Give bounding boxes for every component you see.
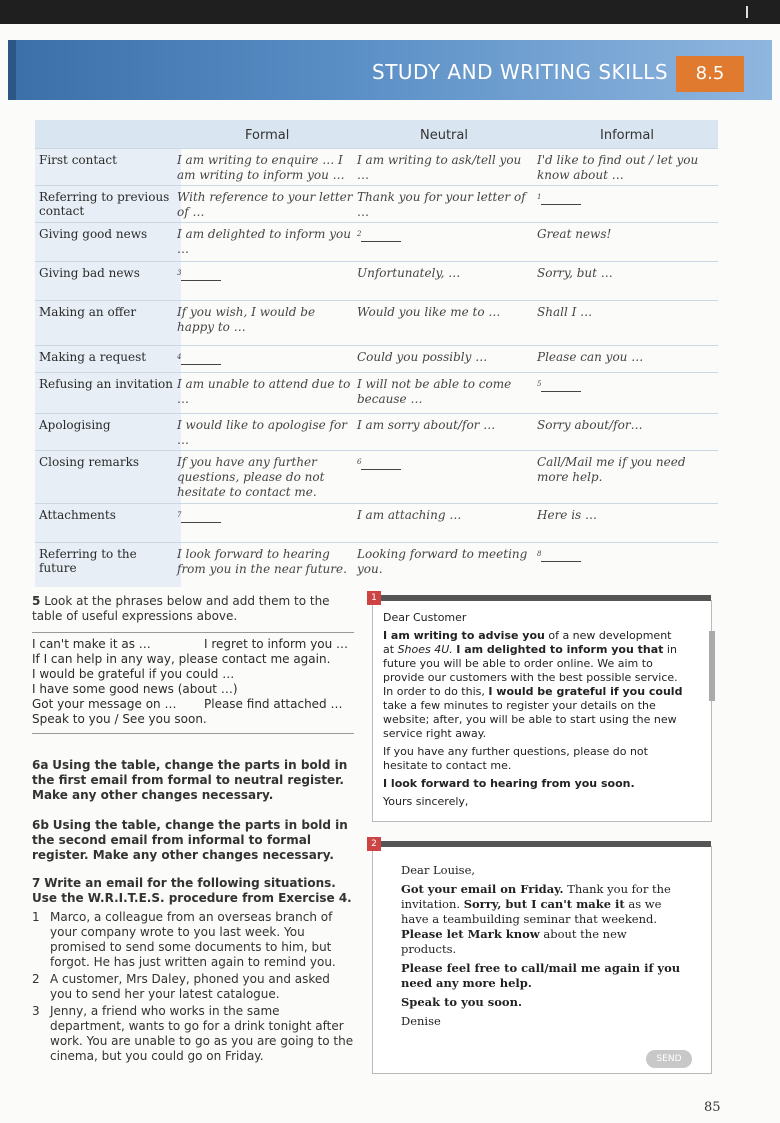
- section-number: 8.5: [676, 56, 744, 92]
- email-2-greeting: Dear Louise,: [401, 863, 476, 877]
- row-label: Giving good news: [35, 223, 181, 261]
- email-1-scrollbar[interactable]: [709, 631, 715, 701]
- row-formal: If you wish, I would be happy to …: [177, 305, 316, 334]
- exercise-6a: [32, 758, 354, 803]
- table-row: [35, 148, 718, 185]
- exercise-7: [32, 876, 354, 1066]
- exercise-5: [32, 594, 354, 624]
- email-2-signoff: Denise: [401, 1014, 441, 1028]
- email-1: [371, 593, 712, 822]
- exercise-6b: [32, 818, 354, 863]
- table-row: [35, 222, 718, 261]
- row-informal: Sorry, but …: [537, 266, 613, 280]
- email-1-number: 1: [367, 591, 381, 605]
- table-row: [35, 300, 718, 345]
- ex6b-number: 6b: [32, 818, 49, 832]
- row-informal: 1: [537, 190, 715, 205]
- col-formal: Formal: [245, 128, 290, 143]
- phrase-line: If I can help in any way, please contact me again.: [32, 652, 331, 666]
- row-informal: 8: [537, 547, 715, 562]
- phrase-box: [32, 632, 354, 734]
- expressions-table: [35, 120, 718, 587]
- row-neutral: 6: [357, 455, 535, 470]
- row-informal: I'd like to find out / let you know about …: [537, 153, 699, 182]
- row-formal: I would like to apologise for …: [177, 418, 347, 447]
- row-label: Apologising: [35, 414, 181, 450]
- email-1-paragraph-2: If you have any further questions, please do not hesitate to contact me.: [383, 745, 648, 772]
- col-neutral: Neutral: [420, 128, 468, 143]
- row-neutral: Looking forward to meeting you.: [357, 547, 528, 576]
- row-formal: I am writing to enquire … I am writing to inform you …: [177, 153, 345, 182]
- row-informal: 5: [537, 377, 715, 392]
- row-formal: I am unable to attend due to …: [177, 377, 351, 406]
- email-1-paragraph-3: I look forward to hearing from you soon.: [383, 777, 635, 790]
- phrase-line: I have some good news (about …): [32, 682, 238, 696]
- row-formal: 7: [177, 508, 355, 523]
- row-informal: Call/Mail me if you need more help.: [537, 455, 686, 484]
- row-neutral: I am attaching …: [357, 508, 462, 522]
- row-informal: Shall I …: [537, 305, 593, 319]
- header-left-accent: [8, 40, 16, 100]
- table-row: [35, 542, 718, 587]
- phrase-line: Speak to you / See you soon.: [32, 712, 207, 726]
- row-formal: I look forward to hearing from you in the near future.: [177, 547, 347, 576]
- table-row: [35, 450, 718, 503]
- row-neutral: I am writing to ask/tell you …: [357, 153, 522, 182]
- row-label: Referring to previous contact: [35, 186, 181, 222]
- table-row: [35, 503, 718, 542]
- phrase-line: I would be grateful if you could …: [32, 667, 235, 681]
- row-informal: Here is …: [537, 508, 598, 522]
- row-neutral: 2: [357, 227, 535, 242]
- row-formal: 4: [177, 350, 355, 365]
- table-row: [35, 413, 718, 450]
- ex7-number: 7: [32, 876, 41, 890]
- ex5-number: 5: [32, 594, 41, 608]
- row-formal: If you have any further questions, please do not hesitate to contact me.: [177, 455, 325, 499]
- table-header: [35, 120, 718, 148]
- row-neutral: Could you possibly …: [357, 350, 488, 364]
- row-neutral: I am sorry about/for …: [357, 418, 496, 432]
- top-bar: [0, 0, 780, 24]
- row-formal: With reference to your letter of …: [177, 190, 353, 219]
- ex7-text: Write an email for the following situations. Use the W.R.I.T.E.S. procedure from Exercise 4.: [32, 876, 352, 905]
- email-2-paragraph-2: Please feel free to call/mail me again if you need any more help.: [401, 961, 681, 990]
- ex5-instruction: Look at the phrases below and add them to the table of useful expressions above.: [32, 594, 330, 623]
- email-2-paragraph-1: Got your email on Friday. Thank you for the invitation. Sorry, but I can't make it as we have a teambuilding seminar that weekend. Please let Mark know about the new products.: [401, 882, 671, 956]
- email-2-topbar: [373, 841, 711, 847]
- row-label: First contact: [35, 149, 181, 185]
- ex7-item: 1 Marco, a colleague from an overseas branch of your company wrote to you last week. You promised to send some documents to him, but forgot. He has just written again to remind you.: [32, 910, 336, 969]
- email-1-signoff: Yours sincerely,: [383, 795, 469, 808]
- email-1-topbar: [373, 595, 711, 601]
- phrase-line: I can't make it as … I regret to inform you …: [32, 637, 349, 651]
- email-2-number: 2: [367, 837, 381, 851]
- row-label: Refusing an invitation: [35, 373, 181, 413]
- row-label: Making an offer: [35, 301, 181, 345]
- table-row: [35, 185, 718, 222]
- row-informal: Sorry about/for…: [537, 418, 643, 432]
- ex6b-text: Using the table, change the parts in bold in the second email from informal to formal register. Make any other changes necessary.: [32, 818, 348, 862]
- ex6a-number: 6a: [32, 758, 49, 772]
- row-label: Referring to the future: [35, 543, 181, 587]
- table-row: [35, 345, 718, 372]
- row-neutral: Unfortunately, …: [357, 266, 461, 280]
- email-2: [371, 839, 712, 1074]
- cursor-mark: [746, 6, 748, 18]
- row-formal: I am delighted to inform you …: [177, 227, 351, 256]
- row-neutral: Thank you for your letter of …: [357, 190, 526, 219]
- row-label: Giving bad news: [35, 262, 181, 300]
- phrase-line: Got your message on … Please find attached …: [32, 697, 343, 711]
- ex7-item: 3 Jenny, a friend who works in the same department, wants to go for a drink tonight after work. You are unable to go as you are going to the cinema, but you could go on Friday.: [32, 1004, 354, 1063]
- row-informal: Great news!: [537, 227, 612, 241]
- page-number: 85: [704, 1100, 721, 1115]
- email-2-paragraph-3: Speak to you soon.: [401, 995, 522, 1009]
- ex7-item: 2 A customer, Mrs Daley, phoned you and asked you to send her your latest catalogue.: [32, 972, 330, 1001]
- row-formal: 3: [177, 266, 355, 281]
- row-neutral: Would you like me to …: [357, 305, 501, 319]
- row-label: Making a request: [35, 346, 181, 372]
- col-informal: Informal: [600, 128, 654, 143]
- row-neutral: I will not be able to come because …: [357, 377, 512, 406]
- email-1-paragraph-1: I am writing to advise you of a new development at Shoes 4U. I am delighted to inform you that in future you will be able to order online. We aim to provide our customers with the best possible service. In order to do this, I would be grateful if you could take a few minutes to register your details on the website; after, you will be able to start using the new service right away.: [383, 629, 683, 740]
- send-button[interactable]: SEND: [646, 1050, 692, 1068]
- email-1-greeting: Dear Customer: [383, 611, 467, 624]
- row-informal: Please can you …: [537, 350, 644, 364]
- row-label: Attachments: [35, 504, 181, 542]
- section-title: STUDY AND WRITING SKILLS: [372, 60, 669, 84]
- row-label: Closing remarks: [35, 451, 181, 503]
- ex6a-text: Using the table, change the parts in bold in the first email from formal to neutral register. Make any other changes necessary.: [32, 758, 348, 802]
- table-row: [35, 372, 718, 413]
- table-row: [35, 261, 718, 300]
